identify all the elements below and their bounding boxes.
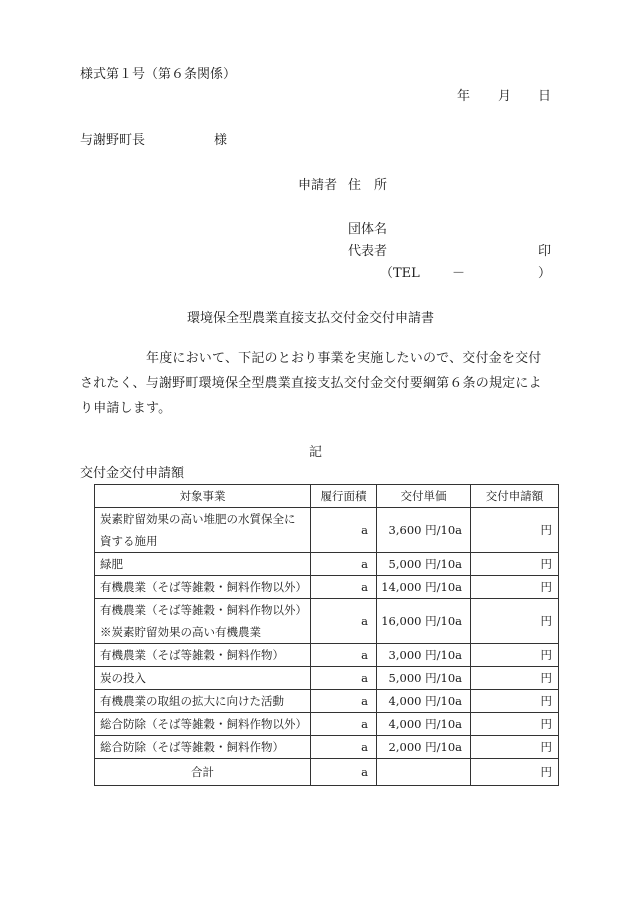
area-cell[interactable]: a	[311, 736, 377, 759]
area-cell[interactable]: a	[311, 576, 377, 599]
header-amount: 交付申請額	[471, 485, 559, 508]
project-name	[95, 508, 311, 553]
project-name	[95, 667, 311, 690]
area-cell[interactable]: a	[311, 599, 377, 644]
date-day: 日	[538, 89, 552, 104]
project-name-line: 有機農業（そば等雑穀・飼料作物以外）	[100, 580, 307, 594]
total-label: 合計	[95, 759, 311, 786]
unit-price-cell: 2,000 円/10a	[377, 736, 471, 759]
addressee-honorific: 様	[214, 133, 228, 148]
project-name-line: 炭素貯留効果の高い堆肥の水質保全に	[100, 512, 296, 526]
table-row	[95, 553, 559, 576]
amount-cell[interactable]: 円	[471, 713, 559, 736]
unit-price-cell: 3,000 円/10a	[377, 644, 471, 667]
body-paragraph	[80, 346, 558, 421]
project-name-line: 炭の投入	[100, 671, 146, 685]
area-cell[interactable]: a	[311, 713, 377, 736]
table-caption: 交付金交付申請額	[80, 466, 185, 481]
unit-price-cell: 3,600 円/10a	[377, 508, 471, 553]
area-cell[interactable]: a	[311, 667, 377, 690]
ki-mark: 記	[309, 445, 323, 460]
unit-price-cell: 16,000 円/10a	[377, 599, 471, 644]
table-row	[95, 576, 559, 599]
applicant-label: 申請者	[298, 178, 338, 193]
amount-cell[interactable]: 円	[471, 553, 559, 576]
amount-cell[interactable]: 円	[471, 576, 559, 599]
body-line: 年度において、下記のとおり事業を実施したいので、交付金を交付	[80, 351, 542, 366]
project-name-line: 有機農業（そば等雑穀・飼料作物以外）	[100, 603, 307, 617]
area-cell[interactable]: a	[311, 553, 377, 576]
seal-mark: 印	[538, 244, 552, 259]
header-unit-price: 交付単価	[377, 485, 471, 508]
total-row	[95, 759, 559, 786]
tel-dash: －	[452, 266, 466, 281]
body-line: されたく、与謝野町環境保全型農業直接支払交付金交付要綱第６条の規定によ	[80, 376, 542, 391]
tel-open: （TEL	[380, 266, 420, 281]
project-name	[95, 553, 311, 576]
project-name-line: 資する施用	[100, 534, 158, 548]
project-name	[95, 644, 311, 667]
project-name-line: 総合防除（そば等雑穀・飼料作物）	[100, 740, 284, 754]
project-name-line: 有機農業の取組の拡大に向けた活動	[100, 694, 284, 708]
header-project: 対象事業	[95, 485, 311, 508]
body-line: り申請します。	[80, 401, 172, 416]
total-amount-cell[interactable]: 円	[471, 759, 559, 786]
table-row	[95, 690, 559, 713]
table-row	[95, 599, 559, 644]
project-name-line: 緑肥	[100, 557, 123, 571]
area-cell[interactable]: a	[311, 644, 377, 667]
header-area: 履行面積	[311, 485, 377, 508]
unit-price-cell: 5,000 円/10a	[377, 553, 471, 576]
project-name-line: 有機農業（そば等雑穀・飼料作物）	[100, 648, 284, 662]
area-cell[interactable]: a	[311, 690, 377, 713]
date-year: 年	[457, 89, 471, 104]
amount-cell[interactable]: 円	[471, 644, 559, 667]
rep-label: 代表者	[348, 244, 388, 259]
project-name	[95, 576, 311, 599]
amount-cell[interactable]: 円	[471, 736, 559, 759]
table-row	[95, 667, 559, 690]
amount-cell[interactable]: 円	[471, 599, 559, 644]
project-name	[95, 713, 311, 736]
tel-close: ）	[538, 266, 552, 281]
table-row	[95, 713, 559, 736]
amount-cell[interactable]: 円	[471, 667, 559, 690]
unit-price-cell: 5,000 円/10a	[377, 667, 471, 690]
unit-price-cell: 14,000 円/10a	[377, 576, 471, 599]
project-name-line: ※炭素貯留効果の高い有機農業	[100, 625, 261, 639]
document-title: 環境保全型農業直接支払交付金交付申請書	[187, 311, 435, 326]
addressee-name: 与謝野町長	[80, 133, 146, 148]
table-header-row	[95, 485, 559, 508]
table-row	[95, 736, 559, 759]
unit-price-cell: 4,000 円/10a	[377, 713, 471, 736]
date-month: 月	[498, 89, 512, 104]
total-unit-price-cell	[377, 759, 471, 786]
area-cell[interactable]: a	[311, 508, 377, 553]
grant-table	[94, 484, 559, 786]
project-name	[95, 690, 311, 713]
org-label: 団体名	[348, 222, 388, 237]
project-name-line: 総合防除（そば等雑穀・飼料作物以外）	[100, 717, 307, 731]
project-name	[95, 599, 311, 644]
address-label: 住 所	[348, 178, 388, 193]
amount-cell[interactable]: 円	[471, 508, 559, 553]
form-number: 様式第１号（第６条関係）	[80, 67, 237, 82]
unit-price-cell: 4,000 円/10a	[377, 690, 471, 713]
project-name	[95, 736, 311, 759]
total-area-cell[interactable]: a	[311, 759, 377, 786]
table-row	[95, 644, 559, 667]
amount-cell[interactable]: 円	[471, 690, 559, 713]
table-row	[95, 508, 559, 553]
